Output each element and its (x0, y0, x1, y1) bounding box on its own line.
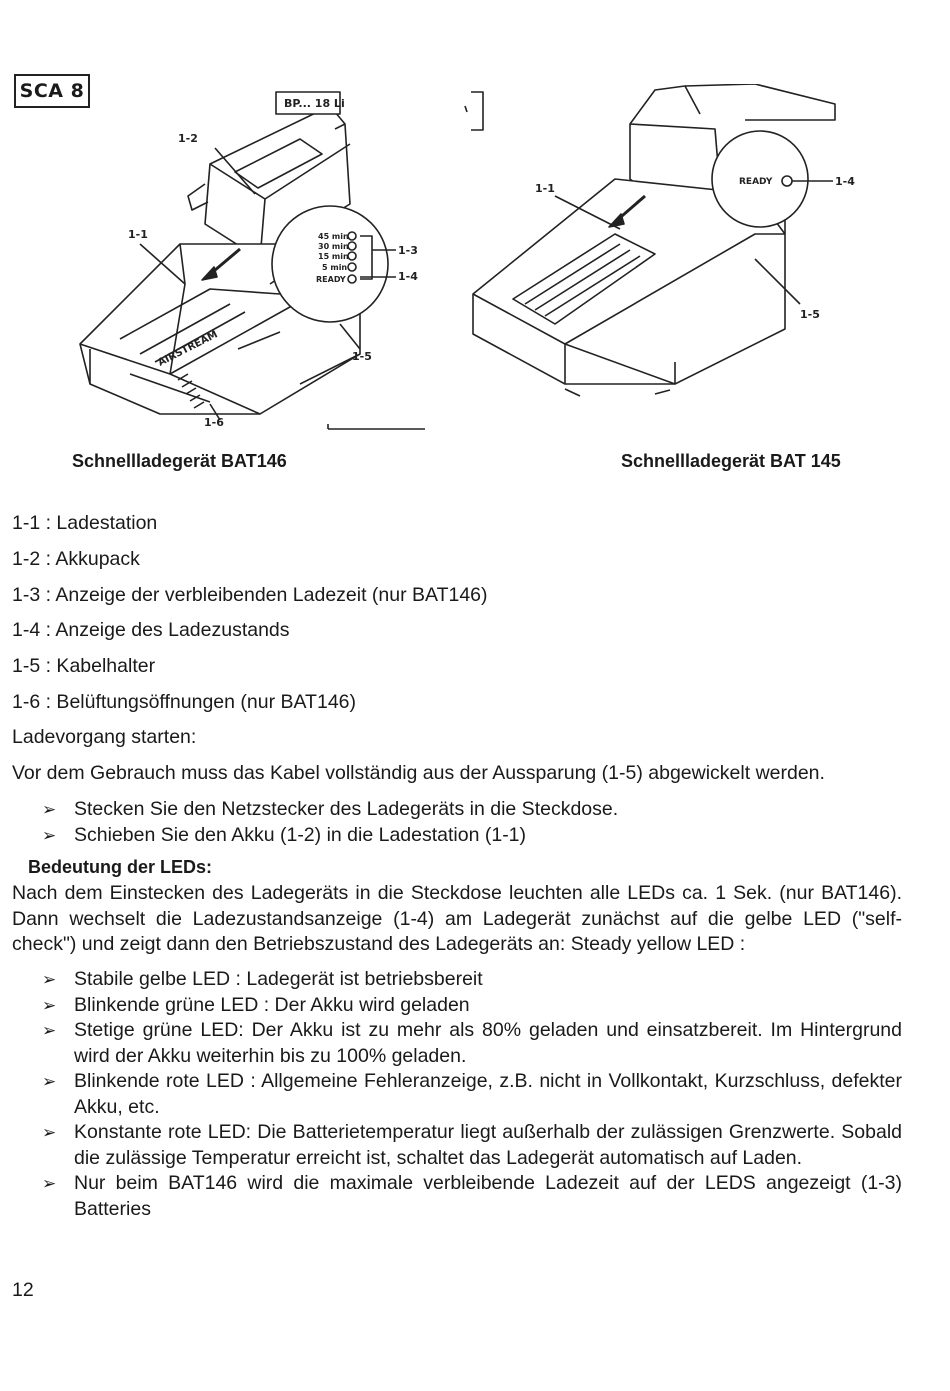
figure-label-box: SCA 8 (14, 74, 90, 108)
ladevorgang-heading: Ladevorgang starten: (12, 726, 197, 748)
arrow-bullet-icon: ➢ (42, 970, 57, 989)
brand-text: AIRSTREAM (156, 329, 220, 369)
list-item: ➢ Blinkende rote LED : Allgemeine Fehleranzeige, z.B. nicht in Vollkontakt, Kurzschluss, defekter Akku, etc. (42, 1070, 902, 1118)
timer-label-5: 5 min (322, 263, 348, 272)
caption-bat145: Schnellladegerät BAT 145 (621, 451, 841, 471)
legend-ladestation: 1-1 : Ladestation (12, 512, 158, 534)
battery-label: BP... 18 Li (284, 97, 345, 110)
legend-ladezeit: 1-3 : Anzeige der verbleibenden Ladezeit (nur BAT146) (12, 584, 488, 606)
callout-1-3: 1-3 (398, 244, 418, 257)
page-number: 12 (12, 1279, 34, 1301)
list-item: ➢ Nur beim BAT146 wird die maximale verbleibende Ladezeit auf der LEDS angezeigt (1-3) Batteries (42, 1172, 902, 1220)
cable-instruction: Vor dem Gebrauch muss das Kabel vollständig aus der Aussparung (1-5) abgewickelt werden. (12, 762, 825, 784)
callout-1-4-right: 1-4 (835, 175, 855, 188)
led-intro-paragraph: Nach dem Einstecken des Ladegeräts in die Steckdose leuchten alle LEDs ca. 1 Sek. (nur BAT146). Dann wechselt die Ladezustandsanzeige (1-4) am Ladegerät zunächst auf die gelbe LED ("self-check") und zeigt dann den Betriebszustand des Ladegeräts an: Steady yellow LED : (12, 882, 902, 955)
timer-label-ready: READY (316, 275, 346, 284)
led-states-list (12, 967, 902, 1222)
arrow-bullet-icon: ➢ (42, 995, 57, 1015)
arrow-bullet-icon: ➢ (42, 1021, 57, 1040)
timer-label-30: 30 min (318, 242, 349, 251)
callout-1-1: 1-1 (128, 228, 148, 241)
arrow-bullet-icon: ➢ (42, 1174, 57, 1193)
legend-ladezustand: 1-4 : Anzeige des Ladezustands (12, 619, 290, 641)
callout-1-5-right: 1-5 (800, 308, 820, 321)
arrow-bullet-icon: ➢ (42, 825, 57, 845)
callout-1-2: 1-2 (178, 132, 198, 145)
charger-bat145-illustration (455, 84, 865, 414)
list-item: ➢ Schieben Sie den Akku (1-2) in die Ladestation (1-1) (12, 823, 902, 849)
arrow-bullet-icon: ➢ (42, 1123, 57, 1142)
ready-label: READY (739, 177, 773, 187)
legend-belueftung: 1-6 : Belüftungsöffnungen (nur BAT146) (12, 691, 357, 713)
timer-label-15: 15 min (318, 252, 349, 261)
caption-bat146: Schnellladegerät BAT146 (72, 451, 287, 471)
callout-1-1-right: 1-1 (535, 182, 555, 195)
list-item: ➢ Stabile gelbe LED : Ladegerät ist betriebsbereit (12, 967, 902, 993)
legend-kabelhalter: 1-5 : Kabelhalter (12, 655, 156, 677)
callout-1-5: 1-5 (352, 350, 372, 363)
list-item: ➢ Stetige grüne LED: Der Akku ist zu mehr als 80% geladen und einsatzbereit. Im Hintergrund wird der Akku weiterhin bis zu 100% geladen. (42, 1019, 902, 1067)
start-steps-list (12, 797, 902, 848)
list-item: ➢ Konstante rote LED: Die Batterietemperatur liegt außerhalb der zulässigen Grenzwerte. Sobald die zulässige Temperatur erreicht ist, schaltet das Ladegerät automatisch auf Laden. (42, 1121, 902, 1169)
legend-akkupack: 1-2 : Akkupack (12, 548, 140, 570)
charger-bat146-illustration (60, 84, 430, 434)
arrow-bullet-icon: ➢ (42, 800, 57, 819)
arrow-bullet-icon: ➢ (42, 1072, 57, 1091)
timer-label-45: 45 min (318, 232, 349, 241)
led-heading: Bedeutung der LEDs: (28, 857, 213, 877)
callout-1-6: 1-6 (204, 416, 224, 429)
list-item: ➢ Blinkende grüne LED : Der Akku wird geladen (12, 993, 902, 1019)
list-item: ➢ Stecken Sie den Netzstecker des Ladegeräts in die Steckdose. (12, 797, 902, 823)
callout-1-4: 1-4 (398, 270, 418, 283)
